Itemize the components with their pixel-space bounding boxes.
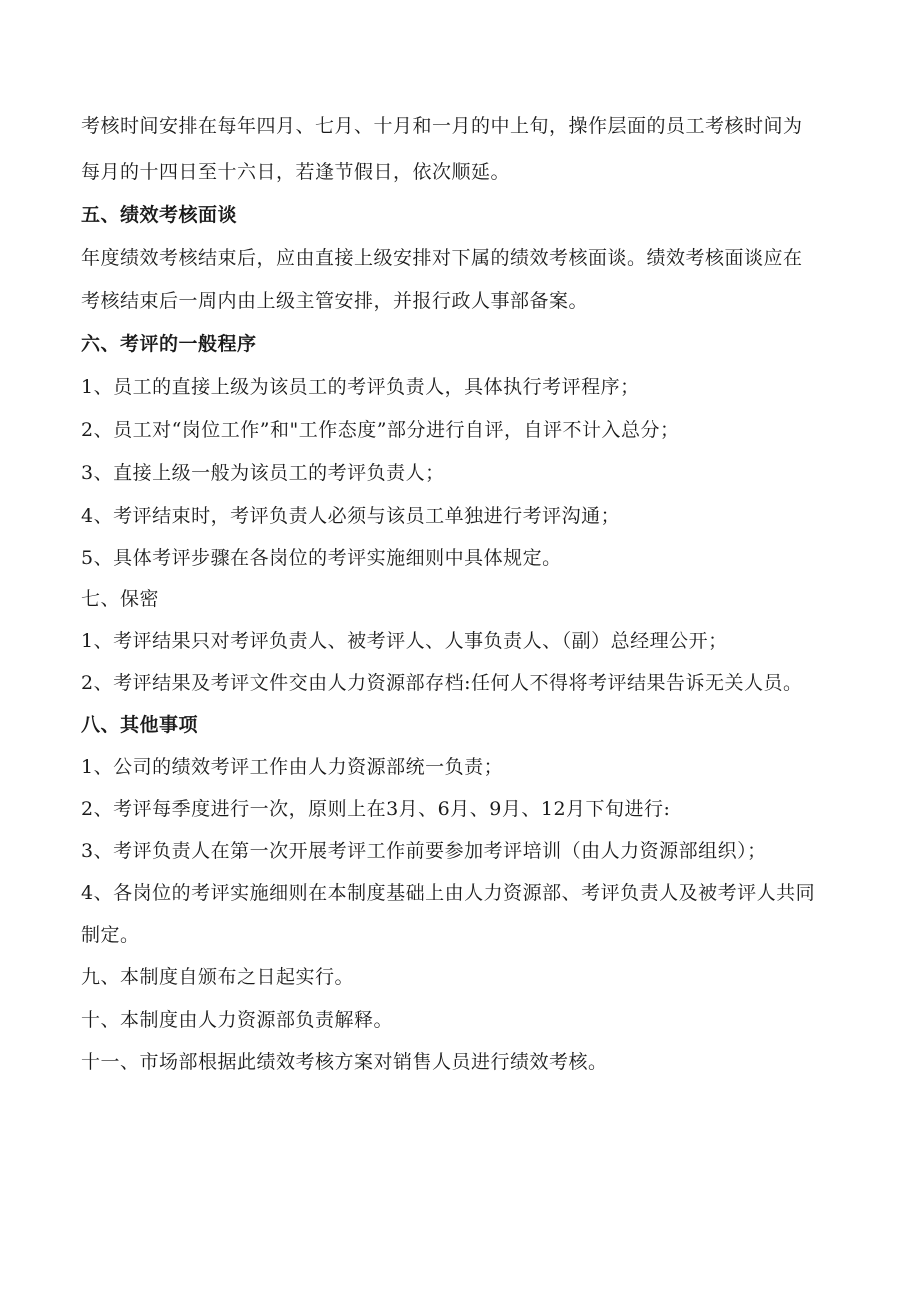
section-7-item-1: 1、考评结果只对考评负责人、被考评人、人事负责人、（副）总经理公开； [81, 630, 728, 652]
intro-line-2: 每月的十四日至十六日，若逢节假日，依次顺延。 [81, 161, 511, 183]
section-10: 十、本制度由人力资源部负责解释。 [81, 1009, 394, 1031]
section-6-item-1: 1、员工的直接上级为该员工的考评负责人，具体执行考评程序； [81, 376, 640, 398]
section-5-line-2: 考核结束后一周内由上级主管安排，并报行政人事部备案。 [81, 290, 589, 312]
section-8-item-3: 3、考评负责人在第一次开展考评工作前要参加考评培训（由人力资源部组织）； [81, 840, 767, 862]
section-6-item-5: 5、具体考评步骤在各岗位的考评实施细则中具体规定。 [81, 547, 562, 569]
section-6-item-3: 3、直接上级一般为该员工的考评负责人； [81, 462, 445, 484]
section-8-item-4: 4、各岗位的考评实施细则在本制度基础上由人力资源部、考评负责人及被考评人共同 [81, 882, 816, 904]
section-6-item-2: 2、员工对“岗位工作”和"工作态度”部分进行自评，自评不计入总分； [81, 419, 680, 441]
section-9: 九、本制度自颁布之日起实行。 [81, 966, 355, 988]
section-5-line-1: 年度绩效考核结束后，应由直接上级安排对下属的绩效考核面谈。绩效考核面谈应在 [81, 247, 803, 269]
section-8-item-2: 2、考评每季度进行一次，原则上在3月、6月、9月、12月下旬进行: [81, 798, 671, 820]
section-11: 十一、市场部根据此绩效考核方案对销售人员进行绩效考核。 [81, 1051, 608, 1073]
intro-line-1: 考核时间安排在每年四月、七月、十月和一月的中上旬，操作层面的员工考核时间为 [81, 115, 803, 137]
section-7-item-2: 2、考评结果及考评文件交由人力资源部存档:任何人不得将考评结果告诉无关人员。 [81, 672, 803, 694]
section-8-item-4-continued: 制定。 [81, 924, 140, 946]
section-6-heading: 六、考评的一般程序 [81, 333, 257, 355]
section-6-item-4: 4、考评结束时，考评负责人必须与该员工单独进行考评沟通； [81, 505, 621, 527]
section-8-item-1: 1、公司的绩效考评工作由人力资源部统一负责； [81, 756, 504, 778]
section-8-heading: 八、其他事项 [81, 714, 199, 736]
section-5-heading: 五、绩效考核面谈 [81, 204, 238, 226]
section-7-heading: 七、保密 [81, 588, 160, 610]
